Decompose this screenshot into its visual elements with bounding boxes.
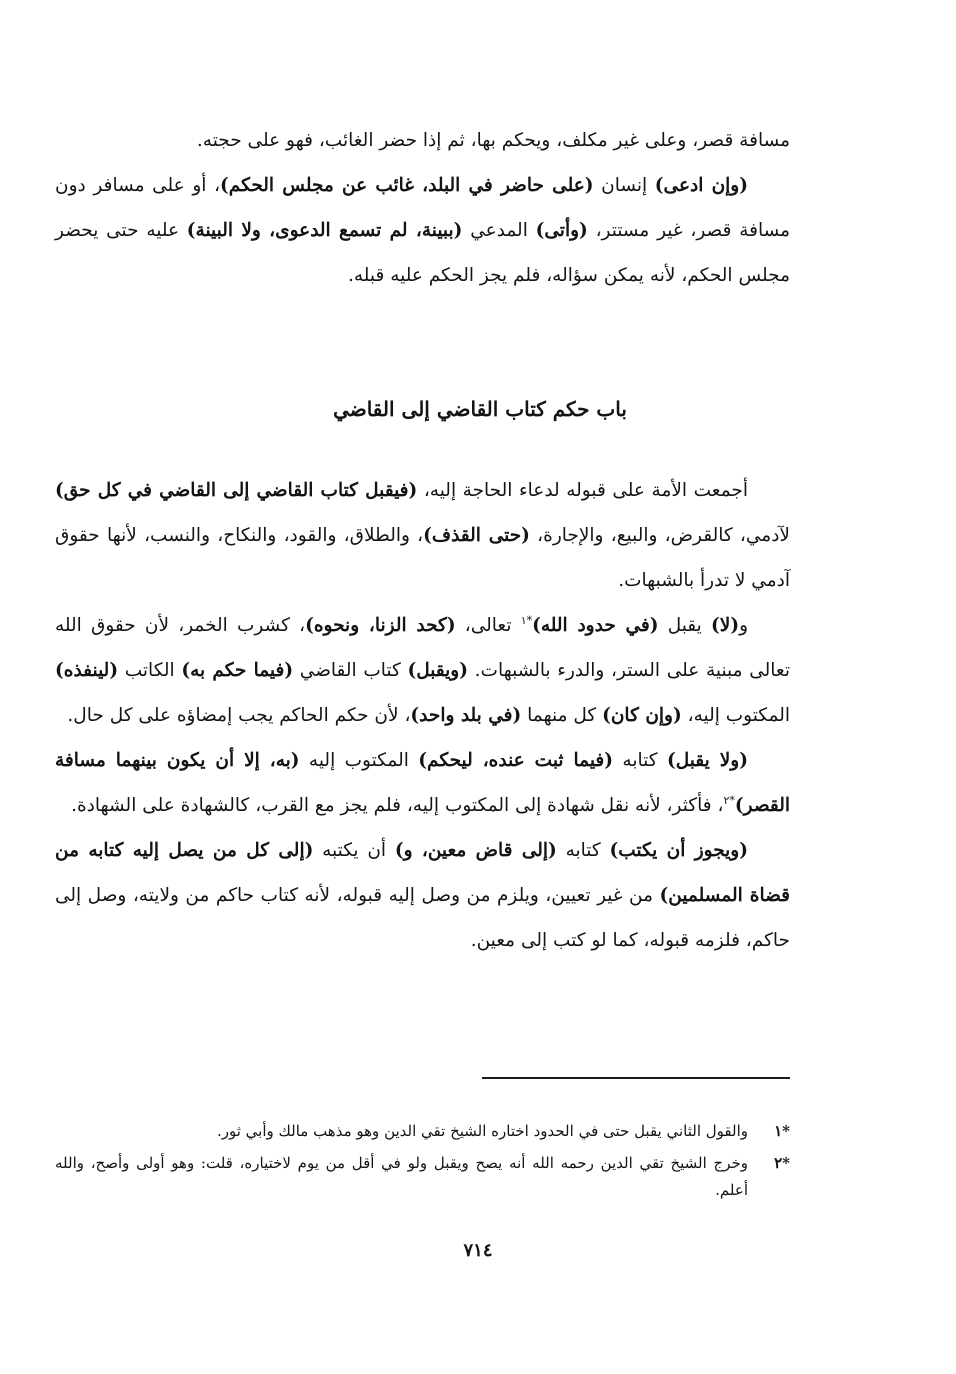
bold-phrase: (ويجوز أن يكتب) (609, 840, 748, 861)
footnote-2 (55, 1150, 790, 1204)
bold-phrase: (إلى قاض معين، و) (394, 840, 557, 861)
footnote-mark: *٢ (774, 1154, 790, 1172)
bold-phrase: (ببينة، لم تسمع الدعوى، ولا البينة) (186, 220, 463, 241)
footnote-text: والقول الثاني يقبل حتى في الحدود اختاره الشيخ تقي الدين وهو مذهب مالك وأبي ثور. (216, 1122, 748, 1140)
bold-phrase: (فيقبل كتاب القاضي إلى القاضي في كل حق) (55, 480, 418, 501)
bold-phrase: (لينفذه) (55, 660, 119, 681)
paragraph-permissible: (ويجوز أن يكتب) كتابه (إلى قاض معين، و) أن يكتبه (إلى كل من يصل إليه كتابه من قضاة المسلمين) من غير تعيين، ويلزم من وصل إليه قبوله، لأنه كتاب حاكم من ولايته، وصل إلى حاكم، فلزمه قبوله، كما لو كتب إلى معين. (55, 840, 790, 951)
paragraph-claim-against-present: (وإن ادعى) إنسان (على حاضر في البلد، غائب عن مجلس الحكم)، أو على مسافر دون مسافة قصر، غير مستتر، (وأتى) المدعي (ببينة، لم تسمع الدعوى، ولا البينة) عليه حتى يحضر مجلس الحكم، لأنه يمكن سؤاله، فلم يجز الحكم عليه قبله. (55, 175, 791, 286)
footnote-ref-2[interactable]: *٢ (723, 793, 735, 807)
footnote-text: وخرج الشيخ تقي الدين رحمه الله أنه يصح ويقبل ولو في أقل من يوم لاختياره، قلت: وهو أولى وأصح، والله أعلم. (55, 1154, 748, 1199)
bold-phrase: (ولا يقبل) (666, 750, 748, 771)
bold-phrase: (لا) (711, 615, 740, 636)
bold-phrase: (ويقبل) (407, 660, 468, 681)
footnote-1 (55, 1118, 790, 1145)
bold-phrase: (في بلد واحد) (410, 705, 522, 726)
bold-phrase: (على حاضر في البلد، غائب عن مجلس الحكم) (220, 175, 594, 196)
bold-phrase: (في حدود الله) (532, 615, 659, 636)
bold-phrase: (وإن ادعى) (654, 175, 748, 196)
footnote-mark: *١ (774, 1122, 790, 1140)
bold-phrase: (وإن كان) (602, 705, 682, 726)
page-number: ٧١٤ (463, 1240, 493, 1261)
bold-phrase: (وأتى) (535, 220, 588, 241)
bold-phrase: (كحد الزنا، ونحوه) (305, 615, 456, 636)
bold-phrase: (حتى القذف) (423, 525, 530, 546)
paragraph-hudud: و(لا) يقبل (في حدود الله)$^{*١}$ تعالى، (كحد الزنا، ونحوه)، كشرب الخمر، لأن حقوق الله تعالى مبنية على الستر، والدرء بالشبهات. (ويقبل) كتاب القاضي (فيما حكم به) الكاتب (لينفذه) المكتوب إليه، (وإن كان) كل منهما (في بلد واحد)، لأن حكم الحاكم يجب إمضاؤه على كل حال. (55, 613, 790, 726)
top-section (55, 118, 790, 298)
footnotes (55, 1118, 790, 1209)
paragraph-continuation: مسافة قصر، وعلى غير مكلف، ويحكم بها، ثم إذا حضر الغائب، فهو على حجته. (196, 130, 790, 151)
footnote-separator (482, 1077, 790, 1079)
bold-phrase: (فيما ثبت عنده، ليحكم) (418, 750, 614, 771)
paragraph-consensus: أجمعت الأمة على قبوله لدعاء الحاجة إليه، (فيقبل كتاب القاضي إلى القاضي في كل حق) لآدمي، كالقرض، والبيع، والإجارة، (حتى القذف)، والطلاق، والقود، والنكاح، والنسب، لأنها حقوق آدمي لا تدرأ بالشبهات. (55, 480, 790, 591)
chapter-heading: باب حكم كتاب القاضي إلى القاضي (333, 397, 627, 421)
main-section (55, 468, 790, 963)
bold-phrase: (فيما حكم به) (181, 660, 294, 681)
bold-phrase: (به، إلا أن يكون بينهما مسافة القصر) (55, 750, 790, 816)
footnote-ref-1[interactable]: *١ (520, 613, 533, 627)
bold-phrase: (إلى كل من يصل إليه كتابه من قضاة المسلمين) (55, 840, 790, 906)
paragraph-not-accepted: (ولا يقبل) كتابه (فيما ثبت عنده، ليحكم) المكتوب إليه (به، إلا أن يكون بينهما مسافة القصر)$^{*٢}$، فأكثر، لأنه نقل شهادة إلى المكتوب إليه، فلم يجز مع القرب، كالشهادة على الشهادة. (55, 750, 790, 816)
